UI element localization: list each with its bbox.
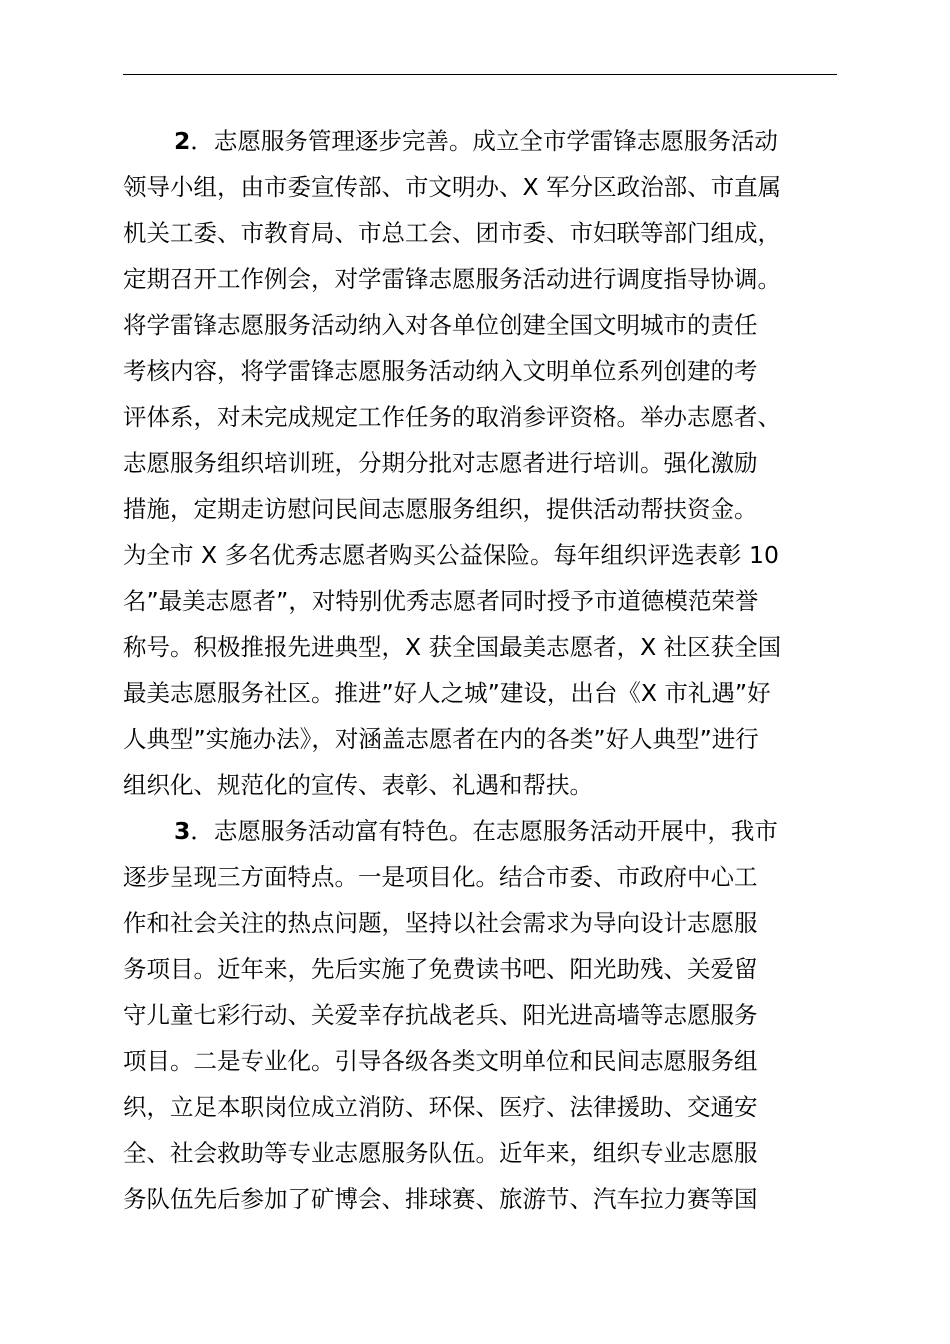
paragraph-2-line-7: 评体系，对未完成规定工作任务的取消参评资格。举办志愿者、 (123, 403, 781, 431)
paragraph-3-line-3: 作和社会关注的热点问题，坚持以社会需求为导向设计志愿服 (123, 909, 758, 937)
paragraph-3-line-2: 逐步呈现三方面特点。一是项目化。结合市委、市政府中心工 (123, 863, 758, 891)
paragraph-2-line-5: 将学雷锋志愿服务活动纳入对各单位创建全国文明城市的责任 (123, 311, 758, 339)
paragraph-3-line-7: 织，立足本职岗位成立消防、环保、医疗、法律援助、交通安 (123, 1093, 758, 1121)
paragraph-3-line-9: 务队伍先后参加了矿博会、排球赛、旅游节、汽车拉力赛等国 (123, 1185, 758, 1213)
paragraph-3-line-1: 3．志愿服务活动富有特色。在志愿服务活动开展中，我市 (174, 817, 778, 845)
paragraph-3-line-8: 全、社会救助等专业志愿服务队伍。近年来，组织专业志愿服 (123, 1139, 758, 1167)
document-body (123, 118, 837, 1268)
paragraph-2-line-6: 考核内容，将学雷锋志愿服务活动纳入文明单位系列创建的考 (123, 357, 758, 385)
paragraph-2-line-12: 称号。积极推报先进典型，X 获全国最美志愿者，X 社区获全国 (123, 633, 782, 661)
header-rule (123, 74, 837, 75)
paragraph-2-line-11: 名”最美志愿者”，对特别优秀志愿者同时授予市道德模范荣誉 (123, 587, 759, 615)
paragraph-2-line-2: 领导小组，由市委宣传部、市文明办、X 军分区政治部、市直属 (123, 173, 782, 201)
paragraph-3-number: 3 (174, 817, 191, 845)
paragraph-3-line-6: 项目。二是专业化。引导各级各类文明单位和民间志愿服务组 (123, 1047, 758, 1075)
paragraph-2-line-3: 机关工委、市教育局、市总工会、团市委、市妇联等部门组成， (123, 219, 781, 247)
paragraph-2-line-4: 定期召开工作例会，对学雷锋志愿服务活动进行调度指导协调。 (123, 265, 781, 293)
paragraph-2-line-9: 措施，定期走访慰问民间志愿服务组织，提供活动帮扶资金。 (123, 495, 758, 523)
paragraph-2-number: 2 (174, 127, 191, 155)
paragraph-2-line-15: 组织化、规范化的宣传、表彰、礼遇和帮扶。 (123, 771, 593, 799)
paragraph-2-line-13: 最美志愿服务社区。推进”好人之城”建设，出台《X 市礼遇”好 (123, 679, 771, 707)
paragraph-2-line-1: 2．志愿服务管理逐步完善。成立全市学雷锋志愿服务活动 (174, 127, 778, 155)
paragraph-2-line-8: 志愿服务组织培训班，分期分批对志愿者进行培训。强化激励 (123, 449, 758, 477)
paragraph-2-line-10: 为全市 X 多名优秀志愿者购买公益保险。每年组织评选表彰 10 (123, 541, 779, 569)
paragraph-3-line-5: 守儿童七彩行动、关爱幸存抗战老兵、阳光进高墙等志愿服务 (123, 1001, 758, 1029)
paragraph-2-line-14: 人典型”实施办法》，对涵盖志愿者在内的各类”好人典型”进行 (123, 725, 759, 753)
paragraph-3-line-4: 务项目。近年来，先后实施了免费读书吧、阳光助残、关爱留 (123, 955, 758, 983)
